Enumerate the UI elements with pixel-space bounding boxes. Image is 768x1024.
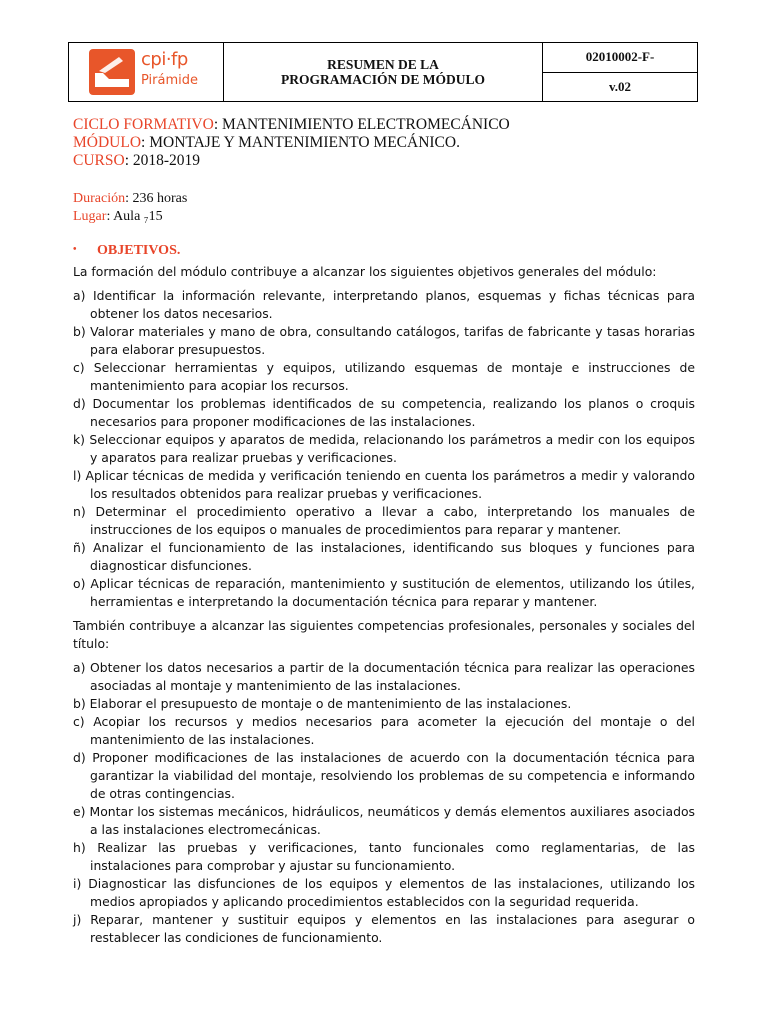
objetivo-item: n) Determinar el procedimiento operativo a llevar a cabo, interpretando los manuales de instrucciones de los equipos o manuales de procedimientos para reparar y mantener.: [73, 504, 695, 537]
header-code-cell: [543, 43, 697, 101]
objetivos-intro: La formación del módulo contribuye a alcanzar los siguientes objetivos generales del módulo:: [73, 264, 657, 279]
objetivo-item: o) Aplicar técnicas de reparación, mantenimiento y sustitución de elementos, utilizando los útiles, herramientas e interpretando la documentación técnica para reparar y mantener.: [73, 576, 695, 609]
modulo-value: MONTAJE Y MANTENIMIENTO MECÁNICO.: [149, 134, 460, 151]
competencia-item: b) Elaborar el presupuesto de montaje o de mantenimiento de las instalaciones.: [73, 696, 572, 711]
objetivo-item: l) Aplicar técnicas de medida y verificación teniendo en cuenta los parámetros a medir y valorando los resultados obtenidos para realizar pruebas y verificaciones.: [73, 468, 695, 501]
ciclo-value: MANTENIMIENTO ELECTROMECÁNICO: [222, 116, 510, 133]
header-title: [224, 43, 543, 101]
header-title-line1: RESUMEN DE LA: [327, 57, 439, 72]
competencia-item: c) Acopiar los recursos y medios necesarios para acometer la ejecución del montaje o del mantenimiento de las instalaciones.: [73, 714, 695, 747]
bullet-icon: •: [73, 244, 77, 255]
lugar-line: Lugar: Aula ₇15: [73, 209, 163, 224]
document-header: [68, 42, 698, 102]
modulo-line: MÓDULO: MONTAJE Y MANTENIMIENTO MECÁNICO.: [73, 134, 460, 151]
competencia-item: j) Reparar, mantener y sustituir equipos y elementos en las instalaciones para asegurar o restablecer las condiciones de funcionamiento.: [73, 912, 695, 945]
objetivo-item: d) Documentar los problemas identificados de su competencia, realizando los planos o croquis necesarios para proponer modificaciones de las instalaciones.: [73, 396, 695, 429]
logo-text-bottom: Pirámide: [141, 73, 199, 88]
competencia-item: h) Realizar las pruebas y verificaciones, tanto funcionales como reglamentarias, de las instalaciones para comprobar y ajustar su funcionamiento.: [73, 840, 695, 873]
competencia-item: d) Proponer modificaciones de las instalaciones de acuerdo con la documentación técnica para garantizar la viabilidad del montaje, resolviendo los problemas de su competencia e informando de otras contingencias.: [73, 750, 695, 801]
objetivos-title: OBJETIVOS.: [97, 243, 181, 258]
curso-line: CURSO: 2018-2019: [73, 152, 201, 169]
competencias-intro: También contribuye a alcanzar las siguientes competencias profesionales, personales y sociales del título:: [73, 618, 695, 651]
curso-value: 2018-2019: [132, 152, 201, 169]
competencia-item: a) Obtener los datos necesarios a partir de la documentación técnica para realizar las operaciones asociadas al montaje y mantenimiento de las instalaciones.: [73, 660, 695, 693]
objetivo-item: b) Valorar materiales y mano de obra, consultando catálogos, tarifas de fabricante y tasas horarias para elaborar presupuestos.: [73, 324, 695, 357]
ciclo-label: CICLO FORMATIVO: [73, 116, 214, 133]
objetivos-body: [73, 263, 695, 947]
objetivos-heading: [73, 243, 180, 259]
curso-label: CURSO: [73, 152, 125, 169]
duracion-label: Duración: [73, 191, 126, 206]
ciclo-line: CICLO FORMATIVO: MANTENIMIENTO ELECTROMECÁNICO: [73, 116, 510, 133]
logo-cell: [69, 43, 224, 101]
modulo-label: MÓDULO: [73, 134, 142, 151]
cpifp-logo-icon: [89, 49, 135, 95]
competencia-item: e) Montar los sistemas mecánicos, hidráulicos, neumáticos y demás elementos auxiliares asociados a las instalaciones electromecánicas.: [73, 804, 695, 837]
objetivo-item: a) Identificar la información relevante, interpretando planos, esquemas y fichas técnicas para obtener los datos necesarios.: [73, 288, 695, 321]
logo-text-top: cpi·fp: [141, 49, 188, 70]
lugar-value: Aula ₇15: [113, 209, 163, 224]
lugar-label: Lugar: [73, 209, 107, 224]
document-code: 02010002-F-: [585, 49, 655, 65]
objetivo-item: ñ) Analizar el funcionamiento de las instalaciones, identificando sus bloques y funciones para diagnosticar disfunciones.: [73, 540, 695, 573]
document-version: v.02: [543, 72, 697, 102]
objetivo-item: k) Seleccionar equipos y aparatos de medida, relacionando los parámetros a medir con los equipos y aparatos para realizar pruebas y verificaciones.: [73, 432, 695, 465]
objetivo-item: c) Seleccionar herramientas y equipos, utilizando esquemas de montaje e instrucciones de mantenimiento para acopiar los recursos.: [73, 360, 695, 393]
duracion-line: Duración: 236 horas: [73, 191, 188, 206]
duracion-value: 236 horas: [132, 191, 188, 206]
competencia-item: i) Diagnosticar las disfunciones de los equipos y elementos de las instalaciones, utilizando los medios apropiados y aplicando procedimientos establecidos con la seguridad requerida.: [73, 876, 695, 909]
header-title-line2: PROGRAMACIÓN DE MÓDULO: [281, 72, 485, 87]
